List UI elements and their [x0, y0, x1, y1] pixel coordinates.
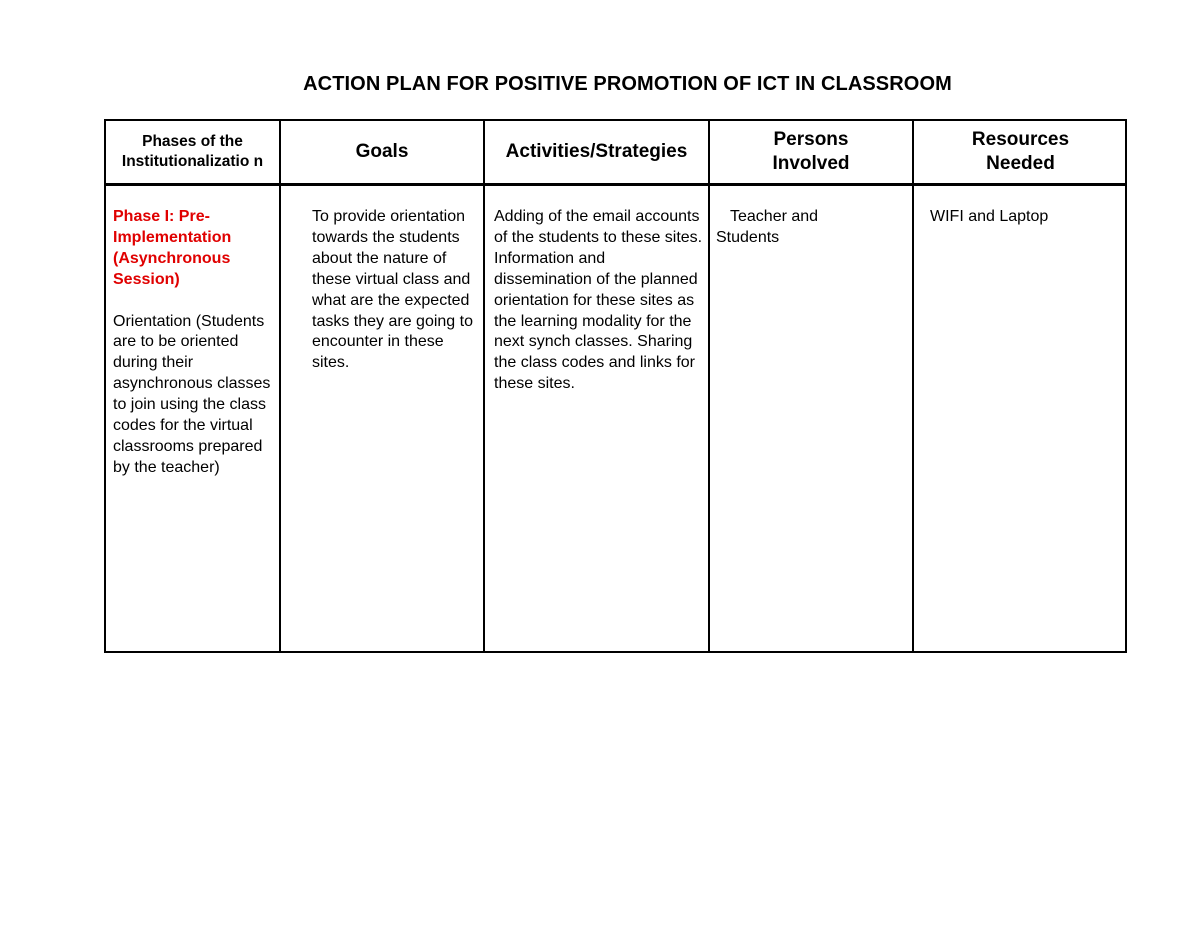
activities-text: Adding of the email accounts of the students to these sites. Information and dissemination of the planned orientation for these sites as the learning modality for the next synch classes. Sharing the class codes and links for these sites.: [494, 208, 703, 393]
resources-cell: [930, 207, 1120, 228]
column-divider: [483, 121, 485, 651]
header-persons: Persons Involved: [772, 129, 850, 174]
page-title: ACTION PLAN FOR POSITIVE PROMOTION OF ICT IN CLASSROOM: [303, 73, 952, 95]
header-goals: Goals: [355, 141, 409, 162]
goals-cell: [312, 207, 474, 374]
column-divider: [279, 121, 281, 651]
persons-text: Teacher and Students: [716, 208, 819, 246]
activities-cell: [494, 207, 704, 395]
column-divider: [708, 121, 710, 651]
phase-title: Phase I: Pre-Implementation (Asynchronous Session): [113, 208, 232, 288]
header-activities: Activities/Strategies: [505, 141, 688, 162]
goals-text: To provide orientation towards the students about the nature of these virtual class and what are the expected tasks they are going to encounter in these sites.: [312, 208, 473, 372]
column-divider: [912, 121, 914, 651]
header-resources: Resources Needed: [971, 129, 1070, 174]
phase-cell: [113, 207, 276, 479]
persons-cell: [716, 207, 876, 249]
phase-description: Orientation (Students are to be oriented during their asynchronous classes to join using the class codes for the virtual classrooms prepared by the teacher): [113, 312, 271, 476]
resources-text: WIFI and Laptop: [930, 208, 1049, 225]
action-plan-table: [104, 119, 1127, 653]
header-divider: [106, 183, 1125, 186]
header-phases: Phases of the Institutionalizatio n: [121, 133, 264, 170]
